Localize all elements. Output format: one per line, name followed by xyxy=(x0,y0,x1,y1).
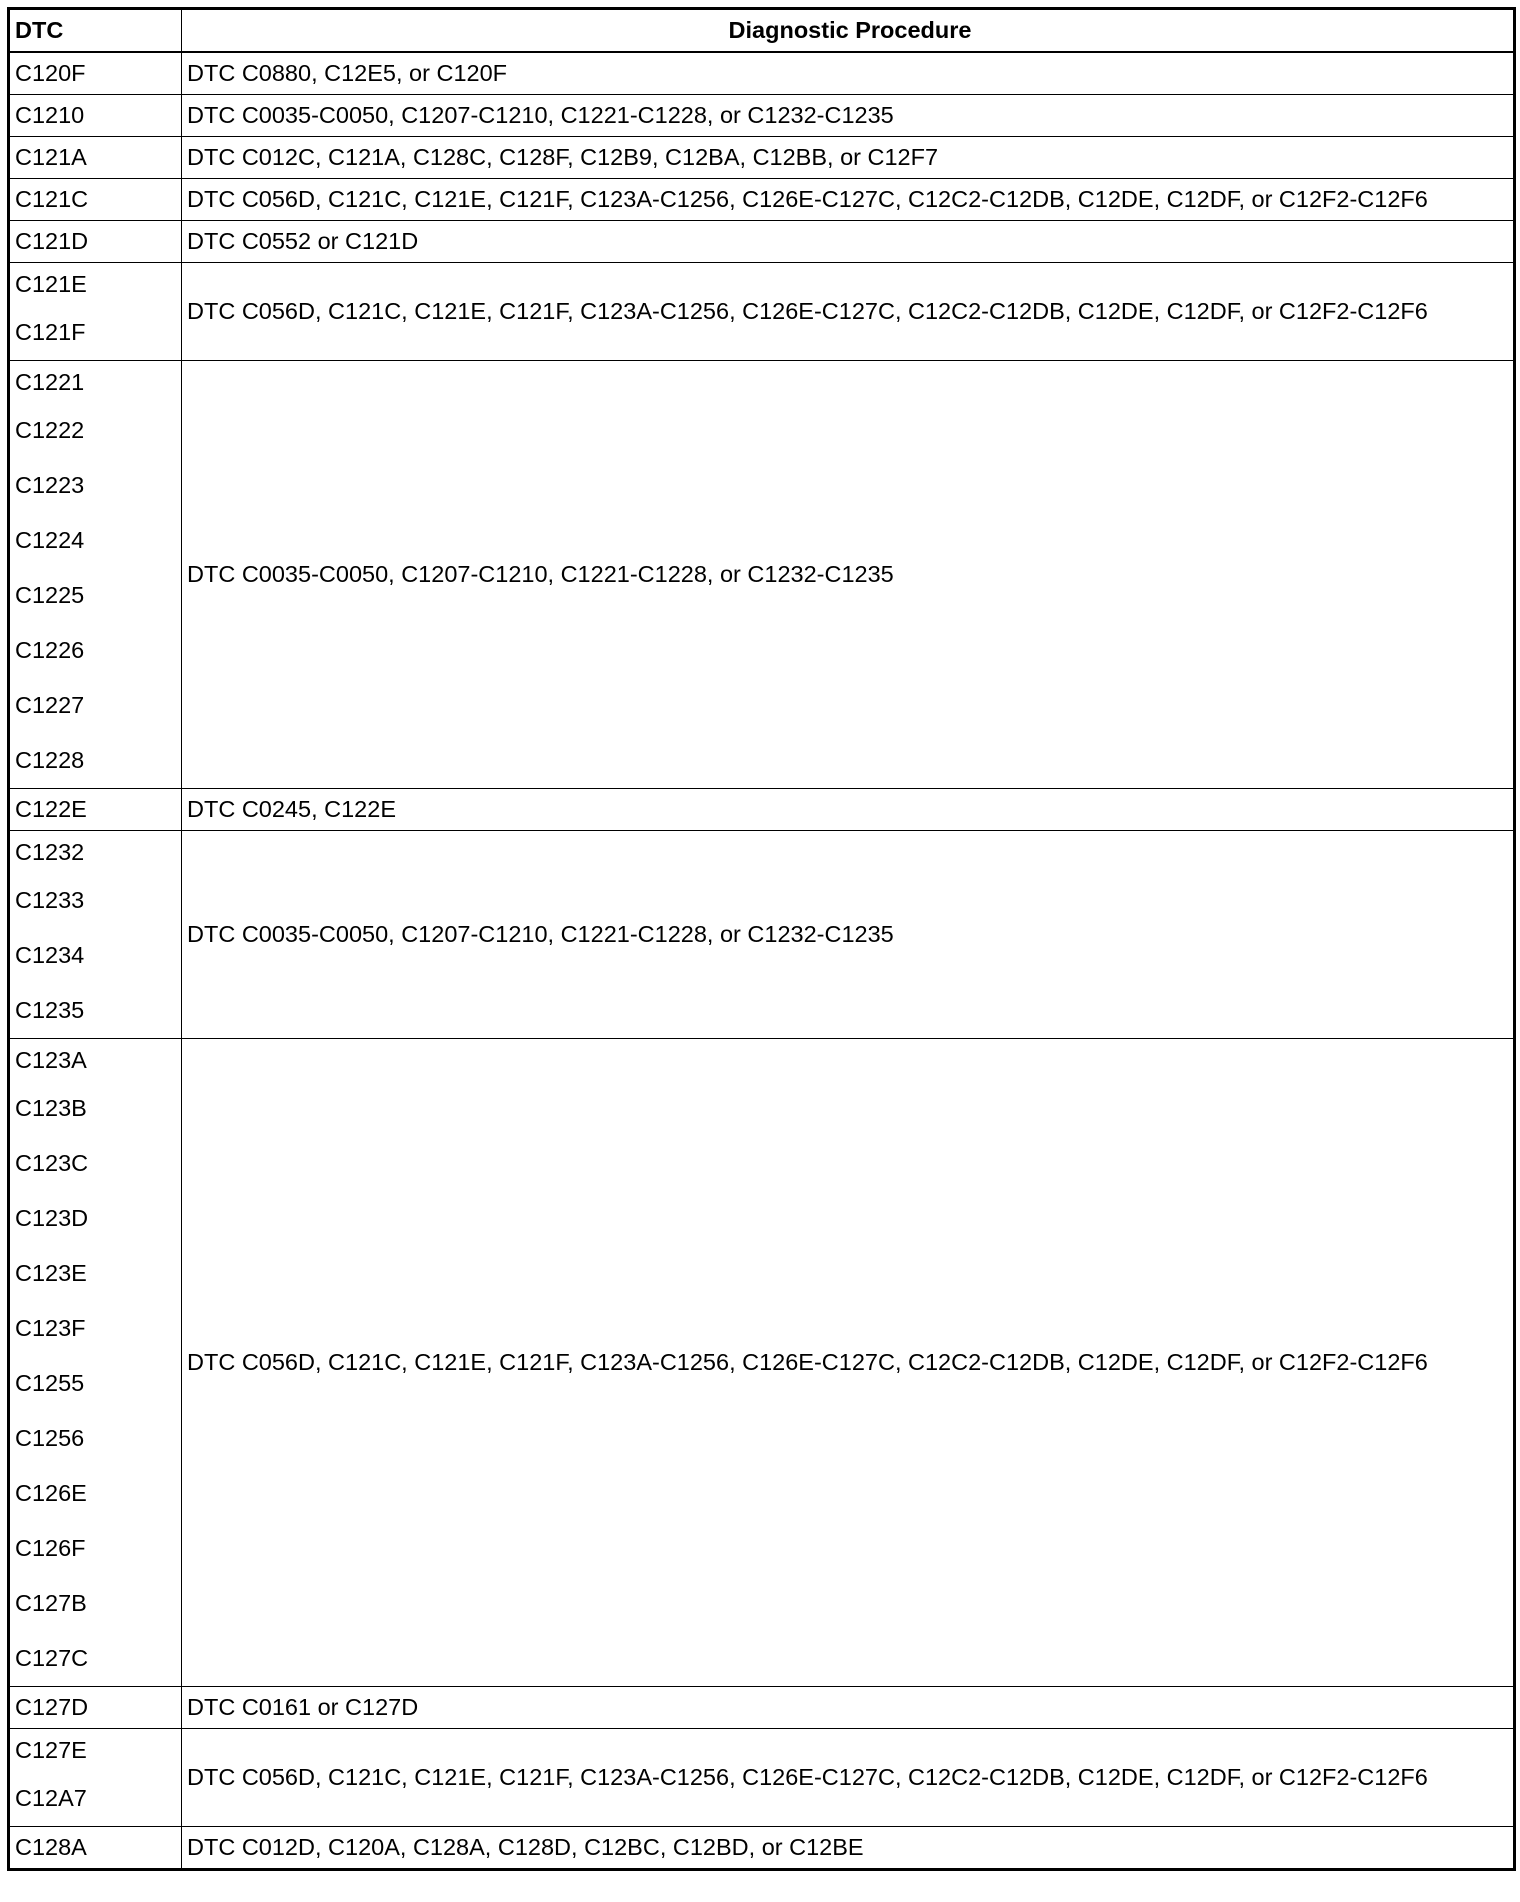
diagnostic-procedure-cell xyxy=(182,95,1515,137)
dtc-cell xyxy=(9,263,182,361)
header-dtc: DTC xyxy=(9,9,182,53)
table-body xyxy=(9,52,1515,1870)
diagnostic-procedure-cell xyxy=(182,831,1515,1039)
dtc-cell xyxy=(9,52,182,95)
dtc-code: C1224 xyxy=(15,527,85,553)
dtc-cell xyxy=(9,95,182,137)
diagnostic-procedure-cell xyxy=(182,1827,1515,1870)
table-row xyxy=(9,221,1515,263)
dtc-code: C1223 xyxy=(15,472,85,498)
dtc-code: C123E xyxy=(15,1260,87,1286)
dtc-cell xyxy=(9,179,182,221)
dtc-code: C1232 xyxy=(15,838,85,865)
dtc-cell xyxy=(9,1039,182,1687)
dtc-code: C127C xyxy=(15,1645,89,1671)
dtc-code: C121E xyxy=(15,270,87,297)
diagnostic-procedure-cell xyxy=(182,1729,1515,1827)
header-diagnostic-procedure: Diagnostic Procedure xyxy=(182,9,1515,53)
dtc-code: C1226 xyxy=(15,637,85,663)
dtc-code: C123C xyxy=(15,1150,89,1176)
dtc-code: C123B xyxy=(15,1095,87,1121)
dtc-cell xyxy=(9,1687,182,1729)
dtc-code: C12A7 xyxy=(15,1785,87,1811)
diagnostic-procedure-text: DTC C012D, C120A, C128A, C128D, C12BC, C12BD, or C12BE xyxy=(187,1834,864,1860)
table-header-row xyxy=(9,9,1515,53)
dtc-code: C127E xyxy=(15,1736,87,1763)
dtc-code: C1233 xyxy=(15,887,85,913)
table-row xyxy=(9,831,1515,1039)
dtc-code: C123A xyxy=(15,1046,87,1073)
dtc-code: C128A xyxy=(15,1834,87,1860)
diagnostic-procedure-text: DTC C056D, C121C, C121E, C121F, C123A-C1256, C126E-C127C, C12C2-C12DB, C12DE, C12DF, or C12F2-C12F6 xyxy=(187,1349,1428,1375)
diagnostic-procedure-text: DTC C0035-C0050, C1207-C1210, C1221-C1228, or C1232-C1235 xyxy=(187,921,894,947)
dtc-cell xyxy=(9,1729,182,1827)
dtc-code: C1256 xyxy=(15,1425,85,1451)
dtc-code: C127B xyxy=(15,1590,87,1616)
dtc-cell xyxy=(9,1827,182,1870)
table-row xyxy=(9,1827,1515,1870)
dtc-cell xyxy=(9,221,182,263)
dtc-code: C120F xyxy=(15,60,86,86)
diagnostic-procedure-text: DTC C0880, C12E5, or C120F xyxy=(187,60,508,86)
dtc-code: C126F xyxy=(15,1535,86,1561)
dtc-code: C1235 xyxy=(15,997,85,1023)
dtc-code: C1225 xyxy=(15,582,85,608)
diagnostic-procedure-text: DTC C056D, C121C, C121E, C121F, C123A-C1256, C126E-C127C, C12C2-C12DB, C12DE, C12DF, or C12F2-C12F6 xyxy=(187,1764,1428,1790)
diagnostic-procedure-text: DTC C0035-C0050, C1207-C1210, C1221-C1228, or C1232-C1235 xyxy=(187,561,894,587)
dtc-code: C121A xyxy=(15,144,87,170)
diagnostic-procedure-cell xyxy=(182,789,1515,831)
diagnostic-procedure-cell xyxy=(182,361,1515,789)
dtc-code: C1210 xyxy=(15,102,85,128)
diagnostic-procedure-text: DTC C012C, C121A, C128C, C128F, C12B9, C12BA, C12BB, or C12F7 xyxy=(187,144,939,170)
dtc-table-container xyxy=(7,7,1513,1871)
dtc-code: C123D xyxy=(15,1205,89,1231)
diagnostic-procedure-text: DTC C0035-C0050, C1207-C1210, C1221-C1228, or C1232-C1235 xyxy=(187,102,894,128)
diagnostic-procedure-text: DTC C056D, C121C, C121E, C121F, C123A-C1256, C126E-C127C, C12C2-C12DB, C12DE, C12DF, or C12F2-C12F6 xyxy=(187,298,1428,324)
dtc-code: C127D xyxy=(15,1694,89,1720)
table-row xyxy=(9,1687,1515,1729)
diagnostic-procedure-cell xyxy=(182,137,1515,179)
dtc-code: C1227 xyxy=(15,692,85,718)
dtc-code: C121F xyxy=(15,319,86,345)
table-row xyxy=(9,137,1515,179)
table-row xyxy=(9,179,1515,221)
dtc-procedure-table xyxy=(7,7,1516,1871)
table-row xyxy=(9,1729,1515,1827)
dtc-code: C123F xyxy=(15,1315,86,1341)
diagnostic-procedure-text: DTC C0161 or C127D xyxy=(187,1694,419,1720)
dtc-cell xyxy=(9,789,182,831)
dtc-code: C121D xyxy=(15,228,89,254)
diagnostic-procedure-text: DTC C0245, C122E xyxy=(187,796,396,822)
diagnostic-procedure-text: DTC C0552 or C121D xyxy=(187,228,419,254)
table-row xyxy=(9,361,1515,789)
diagnostic-procedure-cell xyxy=(182,263,1515,361)
dtc-code: C1221 xyxy=(15,368,85,395)
dtc-code: C1228 xyxy=(15,747,85,773)
table-row xyxy=(9,263,1515,361)
table-row xyxy=(9,1039,1515,1687)
table-row xyxy=(9,52,1515,95)
dtc-code: C1234 xyxy=(15,942,85,968)
table-row xyxy=(9,95,1515,137)
dtc-cell xyxy=(9,361,182,789)
diagnostic-procedure-cell xyxy=(182,221,1515,263)
diagnostic-procedure-cell xyxy=(182,1039,1515,1687)
dtc-code: C1255 xyxy=(15,1370,85,1396)
dtc-code: C126E xyxy=(15,1480,87,1506)
dtc-cell xyxy=(9,831,182,1039)
dtc-code: C122E xyxy=(15,796,87,822)
diagnostic-procedure-cell xyxy=(182,52,1515,95)
dtc-code: C121C xyxy=(15,186,89,212)
diagnostic-procedure-text: DTC C056D, C121C, C121E, C121F, C123A-C1256, C126E-C127C, C12C2-C12DB, C12DE, C12DF, or C12F2-C12F6 xyxy=(187,186,1428,212)
diagnostic-procedure-cell xyxy=(182,179,1515,221)
table-row xyxy=(9,789,1515,831)
dtc-code: C1222 xyxy=(15,417,85,443)
dtc-cell xyxy=(9,137,182,179)
diagnostic-procedure-cell xyxy=(182,1687,1515,1729)
